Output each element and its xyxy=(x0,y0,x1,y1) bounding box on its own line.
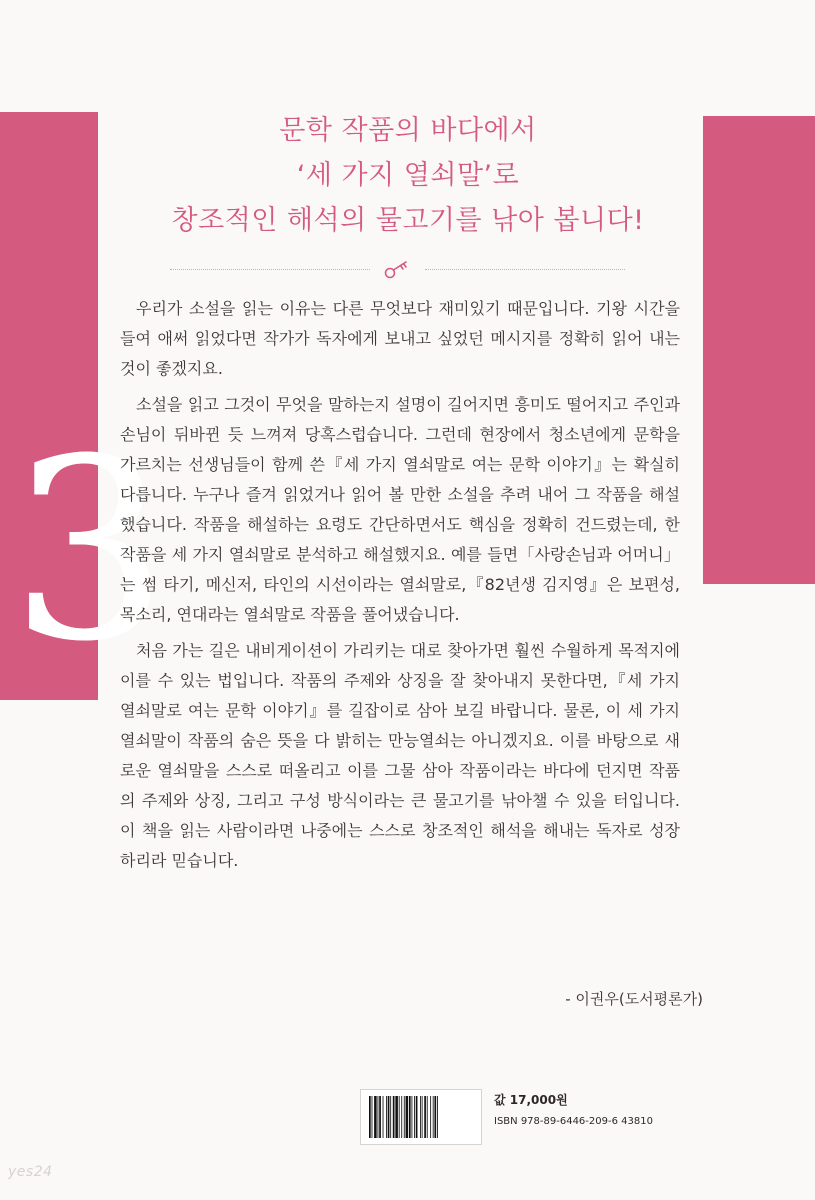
barcode-bars xyxy=(369,1096,473,1138)
reviewer-signature: - 이권우(도서평론가) xyxy=(565,990,703,1008)
barcode-bar xyxy=(422,1096,423,1138)
review-body xyxy=(120,294,680,882)
barcode-area xyxy=(360,1089,680,1149)
barcode-bar xyxy=(374,1096,377,1138)
barcode-bar xyxy=(379,1096,381,1138)
barcode-bar xyxy=(434,1096,436,1138)
barcode-bar xyxy=(420,1096,421,1138)
barcode-bar xyxy=(378,1096,379,1138)
barcode-bar xyxy=(409,1096,411,1138)
barcode-bar xyxy=(401,1096,402,1138)
barcode-bar xyxy=(383,1096,384,1138)
isbn-label: ISBN 978-89-6446-209-6 43810 xyxy=(494,1116,653,1127)
right-accent-band xyxy=(703,116,815,584)
watermark: yes24 xyxy=(8,1164,53,1180)
barcode-bar xyxy=(404,1096,405,1138)
key-icon xyxy=(382,258,414,282)
barcode-bar xyxy=(386,1096,387,1138)
barcode-bar xyxy=(406,1096,409,1138)
headline-line-1: 문학 작품의 바다에서 xyxy=(279,115,537,146)
barcode-bar xyxy=(437,1096,438,1138)
barcode-bar xyxy=(388,1096,390,1138)
barcode-bar xyxy=(390,1096,391,1138)
body-paragraph: 처음 가는 길은 내비게이션이 가리키는 대로 찾아가면 훨씬 수월하게 목적지에 이를 수 있는 법입니다. 작품의 주제와 상징을 잘 찾아내지 못한다면,『세 가지 열쇠말로 여는 문학 이야기』를 길잡이로 삼아 보길 바랍니다. 물론, 이 세 가지 열쇠말이 작품의 숨은 뜻을 다 밝히는 만능열쇠는 아니겠지요. 이를 바탕으로 새로운 열쇠말을 스스로 떠올리고 이를 그물 삼아 작품이라는 바다에 던지면 작품의 주제와 상징, 그리고 구성 방식이라는 큰 물고기를 낚아챌 수 있을 터입니다. 이 책을 읽는 사람이라면 나중에는 스스로 창조적인 해석을 해내는 독자로 성장하리라 믿습니다. xyxy=(120,641,680,870)
barcode xyxy=(360,1089,482,1145)
barcode-bar xyxy=(369,1096,371,1138)
barcode-bar xyxy=(393,1096,395,1138)
ornamental-divider xyxy=(170,258,625,282)
body-paragraph: 우리가 소설을 읽는 이유는 다른 무엇보다 재미있기 때문입니다. 기왕 시간을 들여 애써 읽었다면 작가가 독자에게 보내고 싶었던 메시지를 정확히 읽어 내는 것이 좋겠지요. xyxy=(120,299,680,378)
barcode-bar xyxy=(416,1096,418,1138)
headline-line-2: ‘세 가지 열쇠말’로 xyxy=(296,160,520,191)
barcode-bar xyxy=(412,1096,413,1138)
divider-line-right xyxy=(425,269,625,270)
headline-line-3: 창조적인 해석의 물고기를 낚아 봅니다! xyxy=(171,205,645,236)
barcode-bar xyxy=(372,1096,373,1138)
barcode-bar xyxy=(427,1096,428,1138)
barcode-bar xyxy=(395,1096,398,1138)
price-label: 값 17,000원 xyxy=(494,1093,568,1107)
headline xyxy=(128,108,688,243)
divider-line-left xyxy=(170,269,370,270)
barcode-bar xyxy=(430,1096,431,1138)
barcode-bar xyxy=(399,1096,400,1138)
barcode-bar xyxy=(433,1096,434,1138)
volume-number: 3 xyxy=(10,405,170,696)
barcode-bar xyxy=(424,1096,426,1138)
body-paragraph: 소설을 읽고 그것이 무엇을 말하는지 설명이 길어지면 흥미도 떨어지고 주인과 손님이 뒤바뀐 듯 느껴져 당혹스럽습니다. 그런데 현장에서 청소년에게 문학을 가르치는 선생님들이 함께 쓴『세 가지 열쇠말로 여는 문학 이야기』는 확실히 다릅니다. 누구나 즐겨 읽었거나 읽어 볼 만한 소설을 추려 내어 그 작품을 해설했습니다. 작품을 해설하는 요령도 간단하면서도 핵심을 정확히 건드렸는데, 한 작품을 세 가지 열쇠말로 분석하고 해설했지요. 예를 들면「사랑손님과 어머니」는 썸 타기, 메신저, 타인의 시선이라는 열쇠말로,『82년생 김지영』은 보편성, 목소리, 연대라는 열쇠말로 작품을 풀어냈습니다. xyxy=(120,395,680,624)
barcode-bar xyxy=(414,1096,415,1138)
